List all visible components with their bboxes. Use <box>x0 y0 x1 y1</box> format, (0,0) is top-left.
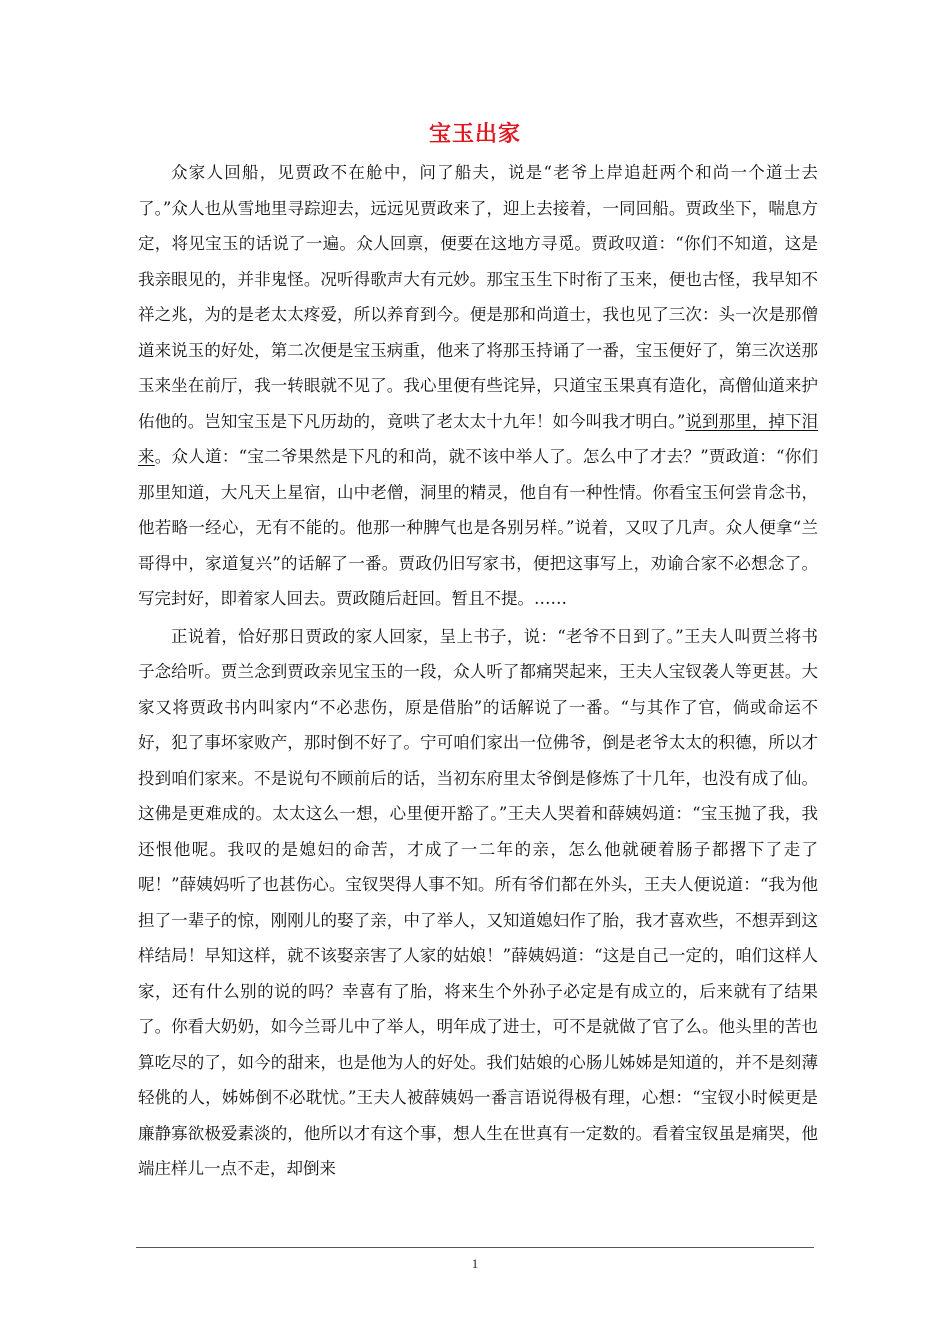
underlined-phrase: 说到那里，掉下泪来 <box>138 411 819 466</box>
paragraph-1-continuation: 。众人道：“宝二爷果然是下凡的和尚，就不该中举人了。怎么中了才去？”贾政道：“你们那里知道，大凡天上星宿，山中老僧，洞里的精灵，他自有一种性情。你看宝玉何尝肯念书，他若略一经心，无有不能的。他那一种脾气也是各别另样。”说着，又叹了几声。众人便拿“兰哥得中，家道复兴”的话解了一番。贾政仍旧写家书，便把这事写上，劝谕合家不必想念了。写完封好，即着家人回去。贾政随后赶回。暂且不提。…… <box>138 447 819 608</box>
document-body <box>138 155 818 1187</box>
paragraph-1 <box>138 155 818 617</box>
paragraph-2: 正说着，恰好那日贾政的家人回家，呈上书子，说：“老爷不日到了。”王夫人叫贾兰将书子念给听。贾兰念到贾政亲见宝玉的一段，众人听了都痛哭起来，王夫人宝钗袭人等更甚。大家又将贾政书内叫家内“不必悲伤，原是借胎”的话解说了一番。“与其作了官，倘或命运不好，犯了事坏家败产，那时倒不好了。宁可咱们家出一位佛爷，倒是老爷太太的积德，所以才投到咱们家来。不是说句不顾前后的话，当初东府里太爷倒是修炼了十几年，也没有成了仙。这佛是更难成的。太太这么一想，心里便开豁了。”王夫人哭着和薛姨妈道：“宝玉抛了我，我还恨他呢。我叹的是媳妇的命苦，才成了一二年的亲，怎么他就硬着肠子都撂下了走了呢！”薛姨妈听了也甚伤心。宝钗哭得人事不知。所有爷们都在外头，王夫人便说道：“我为他担了一辈子的惊，刚刚儿的娶了亲，中了举人，又知道媳妇作了胎，我才喜欢些，不想弄到这样结局！早知这样，就不该娶亲害了人家的姑娘！”薛姨妈道：“这是自己一定的，咱们这样人家，还有什么别的说的吗？幸喜有了胎，将来生个外孙子必定是有成立的，后来就有了结果了。你看大奶奶，如今兰哥儿中了举人，明年成了进士，可不是就做了官了么。他头里的苦也算吃尽的了，如今的甜来，也是他为人的好处。我们姑娘的心肠儿姊姊是知道的，并不是刻薄轻佻的人，姊姊倒不必耽忧。”王夫人被薛姨妈一番言语说得极有理，心想：“宝钗小时候更是廉静寡欲极爱素淡的，他所以才有这个事，想人生在世真有一定数的。看着宝钗虽是痛哭，他端庄样儿一点不走，却倒来 <box>138 626 818 1178</box>
footer-divider <box>136 1247 814 1248</box>
page-number: 1 <box>471 1256 479 1271</box>
paragraph-1-text: 众家人回船，见贾政不在舱中，问了船夫，说是“老爷上岸追赶两个和尚一个道士去了。”众人也从雪地里寻踪迎去，远远见贾政来了，迎上去接着，一同回船。贾政坐下，喘息方定，将见宝玉的话说了一遍。众人回禀，便要在这地方寻觅。贾政叹道：“你们不知道，这是我亲眼见的，并非鬼怪。况听得歌声大有元妙。那宝玉生下时衔了玉来，便也古怪，我早知不祥之兆，为的是老太太疼爱，所以养育到今。便是那和尚道士，我也见了三次：头一次是那僧道来说玉的好处，第二次便是宝玉病重，他来了将那玉持诵了一番，宝玉便好了，第三次送那玉来坐在前厅，我一转眼就不见了。我心里便有些诧异，只道宝玉果真有造化，高僧仙道来护佑他的。岂知宝玉是下凡历劫的，竟哄了老太太十九年！如今叫我才明白。” <box>138 163 818 431</box>
document-title: 宝玉出家 <box>428 122 521 147</box>
